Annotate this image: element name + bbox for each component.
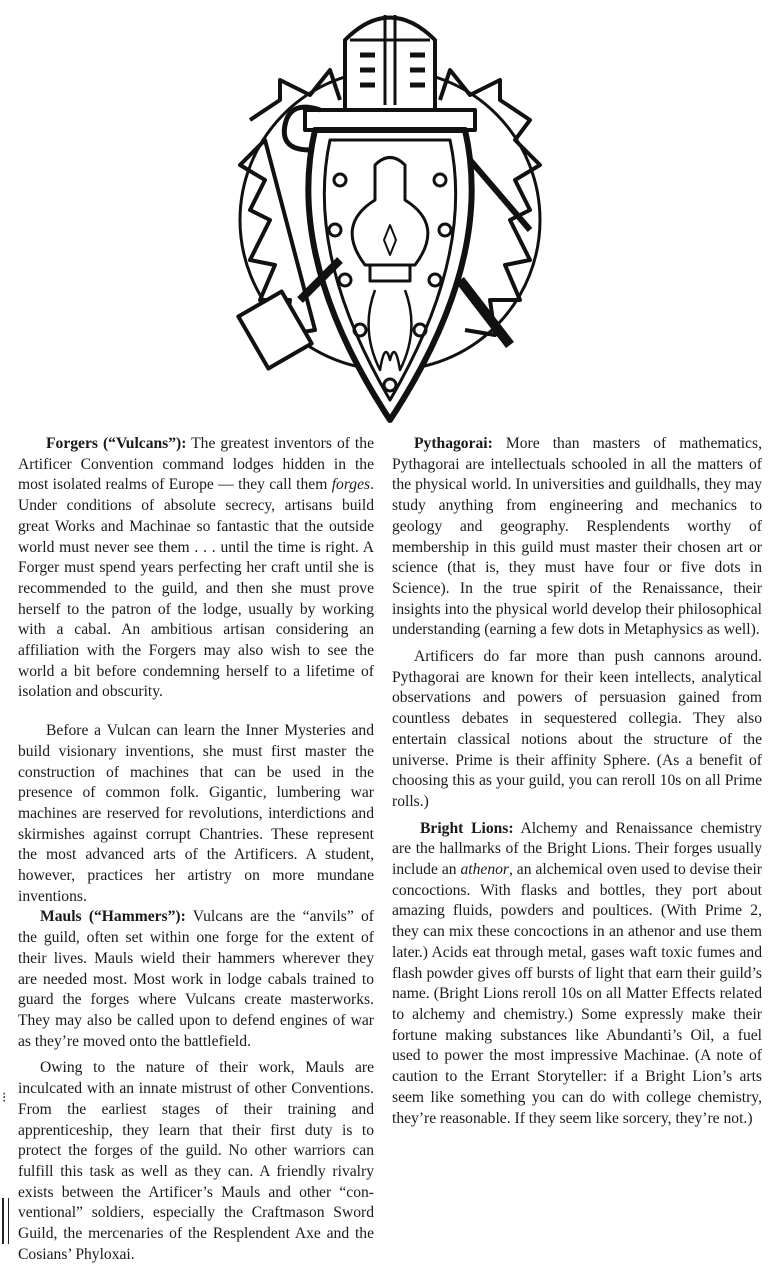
right-column [392, 434, 762, 1129]
binding-edge-mark [2, 1198, 9, 1244]
guild-term-pythagorai: Pythagorai: [414, 435, 493, 452]
paragraph-artificers: Artificers do far more than push cannons around. Pythagorai are known for their keen intellects, analytical observations and powers of persuasion gained from countless debates in sequestered collegia. They also entertain classical notions about the structure of the universe. Prime is their affinity Sphere. (As a benefit of choosing this as your guild, you can reroll 10s on all Prime rolls.) [392, 648, 762, 810]
artificer-guild-crest-icon [210, 0, 570, 430]
paragraph-mauls-mistrust: Owing to the nature of their work, Mauls are inculcated with an innate mistrust of other Conventions. From the earliest stages of their training and apprenticeship, they learn that their first duty is to protect the forges of the guild. No other warriors can fulfill this task as well as they can. A friendly rivalry exists between the Artificer’s Mauls and other “conventional” soldiers, especially the Craftmason Sword Guild, the mercenaries of the Resplendent Axe and the Cosians’ Phyloxai. [18, 1059, 374, 1263]
paragraph-pythagorai: Pythagorai: More than masters of mathematics, Pythagorai are intellectuals schooled in all the matters of the physical world. In universities and guildhalls, they may study anything from engineering and mechanics to geology and geography. Resplendents worthy of membership in this guild must master their chosen art or science (that is, they must have four or five dots in Science). In the true spirit of the Renaissance, their insights into the physical world develop their philosophical understanding (earning a few dots in Metaphysics as well). [392, 435, 762, 639]
paragraph-bright-lions: Bright Lions: Alchemy and Renaissance chemistry are the hallmarks of the Bright Lions. Their forges usually include an athenor, an alchemical oven used to devise their concoctions. With flasks and bottles, they port about amazing fluids, powders and poultices. (With Prime 2, they can mix these concoctions in an athenor and use them later.) Acids eat through metal, gases waft toxic fumes and flash powder gives off bursts of light that earn their guild’s name. (Bright Lions reroll 10s on all Matter Effects related to alchemy and chemistry.) Some expressly make their fortune making substances like Abundanti’s Oil, a fuel used to power the most impressive Machinae. (A note of caution to the Errant Storyteller: if a Bright Lion’s arts seem like something you can do with college chemistry, they’re reasonable. If they seem like sorcery, they’re not.) [392, 819, 763, 1127]
guild-term-bright-lions: Bright Lions: [420, 819, 514, 837]
paragraph-vulcan-mysteries: Before a Vulcan can learn the Inner Mysteries and build visionary inventions, she must first master the construction of machines that can be used in the presence of common folk. Gigantic, lumbering war machines are reserved for revolutions, interdictions and skirmishes against corrupt Chantries. These represent the most advanced arts of the Artificers. A student, however, practices her artistry on more mundane inventions. [18, 722, 374, 905]
paragraph-mauls: Mauls (“Hammers”): Vulcans are the “anvils” of the guild, often set within one forge for the extent of their lives. Mauls wield their hammers wherever they are needed most. Most work in lodge cabals trained to guard the forges where Vulcans create masterworks. They may also be called upon to defend engines of war as they’re moved onto the battlefield. [18, 908, 374, 1050]
guild-term-mauls: Mauls (“Hammers”): [40, 908, 186, 926]
scan-mark-left: ⁝ [2, 1090, 7, 1106]
guild-term-forgers: Forgers (“Vulcans”): [46, 435, 187, 452]
left-column [18, 434, 374, 1265]
paragraph-forgers: Forgers (“Vulcans”): The greatest inventors of the Artificer Convention command lodges hidden in the most isolated realms of Europe — they call them forges. Under conditions of absolute secrecy, artisans build great Works and Machinae so fantastic that the outside world must never see them . . . until the time is right. A Forger must spend years perfecting her craft until she is recommended to the guild, and then she must prove herself to the patron of the lodge, usually by working with a cabal. An ambitious artisan considering an affiliation with the Forgers may also wish to see the world a bit before condemning herself to a lifetime of isolation and obscurity. [18, 435, 374, 701]
